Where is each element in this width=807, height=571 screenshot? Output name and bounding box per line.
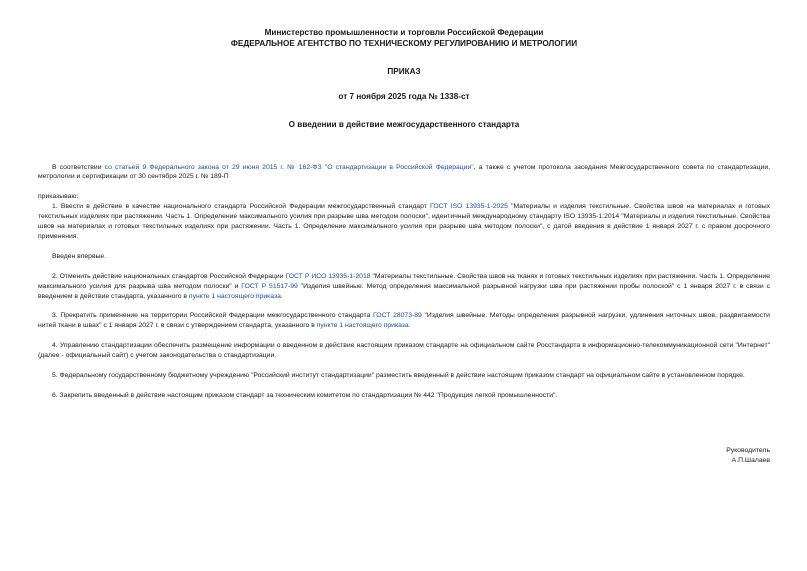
gost-iso-13935-link[interactable]: ГОСТ ISO 13935-1-2025	[430, 203, 508, 211]
document-page	[38, 28, 771, 464]
point-1-link[interactable]: пункте 1 настоящего приказа	[188, 292, 281, 300]
introduced-first: Введен впервые.	[52, 252, 107, 260]
paragraph-2	[38, 272, 770, 302]
paragraph-5: 5. Федеральному государственному бюджетному учреждению "Российский институт стандартизации" разместить введенный в действие настоящим приказом стандарт на официальном сайте в установленном порядке.	[52, 372, 745, 380]
intro-paragraph	[38, 163, 770, 183]
p3-text-c: .	[408, 322, 411, 330]
p3-text-b: "Изделия швейные. Методы определения разрывной нагрузки, удлинения ниточных швов, раздвигаемости нитей ткани в швах" с 1 января 2027 г. в связи с утверждением стандарта, указанного в	[38, 312, 770, 330]
signature-name: А.П.Шалаев	[731, 456, 770, 464]
paragraph-3	[38, 311, 770, 331]
p3-text-a: 3. Прекратить применение на территории Российской Федерации межгосударственного стандарта	[52, 312, 373, 320]
point-1-link-2[interactable]: пункте 1 настоящего приказа	[316, 322, 409, 330]
signature-block	[726, 446, 770, 466]
document-type: ПРИКАЗ	[387, 67, 421, 76]
p2-text-b: "Материалы текстильные. Свойства швов на тканях и готовых текстильных изделиях при растяжении. Часть 1. Определение максимального усилия для разрыва шва методом полоски" и	[38, 272, 771, 290]
p2-text-a: 2. Отменить действие национальных стандартов Российской Федерации	[52, 272, 286, 280]
document-date-number: от 7 ноября 2025 года № 1338-ст	[338, 91, 470, 101]
intro-text-b: , а также с учетом протокола заседания Межгосударственного совета по стандартизации, метрологии и сертификации от 30 сентября 2025 г. № 189-П	[38, 163, 770, 181]
p1-text-a: 1. Ввести в действие в качестве национального стандарта Российской Федерации межгосударственный стандарт	[52, 203, 431, 211]
signature-title: Руководитель	[726, 447, 770, 454]
gost-r-iso-link[interactable]: ГОСТ Р ИСО 13935-1-2018	[285, 272, 371, 280]
paragraph-4: 4. Управлению стандартизации обеспечить размещение информации о введенном в действие настоящим приказом стандарте на официальном сайте Росстандарта в информационно-телекоммуникационной сети "Интернет" (далее - официальный сайт) с учетом законодательства о стандартизации.	[38, 342, 770, 360]
p2-text-d: .	[280, 292, 283, 300]
ministry-name: Министерство промышленности и торговли Российской Федерации	[264, 28, 544, 37]
agency-name: ФЕДЕРАЛЬНОЕ АГЕНТСТВО ПО ТЕХНИЧЕСКОМУ РЕГУЛИРОВАНИЮ И МЕТРОЛОГИИ	[230, 38, 578, 48]
paragraph-1	[38, 202, 770, 242]
law-link[interactable]: со статьей 9 Федерального закона от 29 июня 2015 г. № 162-ФЗ "О стандартизации в Российской Федерации"	[104, 163, 474, 171]
p2-text-c: "Изделия швейные. Метод определения максимальной разрывной нагрузки шва при растяжении пробы полоской" с 1 января 2027 г. в связи с введением в действие стандарта, указанного в	[38, 282, 770, 300]
gost-r-51517-link[interactable]: ГОСТ Р 51517-99	[241, 282, 298, 290]
p1-text-b: "Материалы и изделия текстильные. Свойства швов на материалах и готовых текстильных изделиях при растяжении. Часть 1. Определение максимального усилия при разрыве шва методом полоски", идентичный международному стандарту ISO 13935-1:2014 "Материалы и изделия текстильные. Свойства швов на материалах и готовых текстильных изделиях при растяжении. Часть 1. Определение максимального усилия при разрыве шва методом полоски", с датой введения в действие 1 января 2027 г. с правом досрочного применения.	[38, 203, 770, 240]
order-word: приказываю:	[38, 193, 79, 201]
intro-text-a: В соответствии	[52, 163, 105, 171]
gost-28073-link[interactable]: ГОСТ 28073-89	[373, 312, 422, 320]
document-subject: О введении в действие межгосударственного стандарта	[288, 120, 520, 129]
paragraph-6: 6. Закрепить введенный в действие настоящим приказом стандарт за техническим комитетом по стандартизации № 442 "Продукция легкой промышленности".	[52, 392, 558, 399]
